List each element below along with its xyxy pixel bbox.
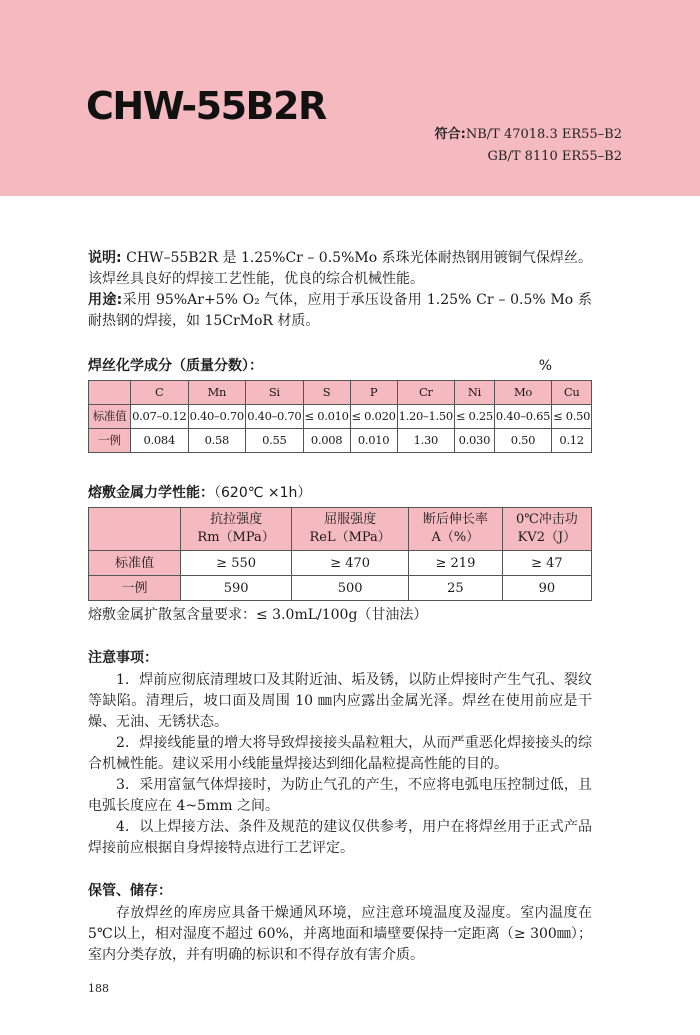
table-cell: 0.010 (350, 429, 397, 453)
table-cell: ≤ 0.25 (455, 405, 495, 429)
table-cell: ≥ 47 (502, 551, 591, 576)
table-cell: 0.12 (552, 429, 592, 453)
table-cell: 0.55 (246, 429, 304, 453)
page-number: 188 (88, 982, 109, 995)
mechanical-title: 熔敷金属力学性能： (88, 485, 214, 501)
chemical-header-row (89, 381, 592, 405)
chemical-header-cell (89, 381, 131, 405)
table-cell: 0.40–0.70 (246, 405, 304, 429)
notes-title: 注意事项： (88, 650, 158, 666)
description-label: 说明: (88, 250, 122, 266)
table-row (89, 429, 592, 453)
chemical-header-cell: P (350, 381, 397, 405)
header-line: 抗拉强度 (210, 512, 263, 527)
chemical-header-cell: Cr (397, 381, 455, 405)
chemical-header-cell: Mn (188, 381, 246, 405)
table-cell: 0.008 (303, 429, 350, 453)
mechanical-condition: （620℃ ×1h） (214, 485, 312, 501)
mechanical-header-row (89, 508, 592, 551)
chemical-header-cell: S (303, 381, 350, 405)
table-row (89, 551, 592, 576)
table-cell: 25 (409, 576, 503, 601)
header-line: A（%） (431, 530, 480, 545)
storage-text: 存放焊丝的库房应具备干燥通风环境，应注意环境温度及湿度。室内温度在 5℃以上，相对湿度不超过 60%，并离地面和墙壁要保持一定距离（≥ 300㎜）；室内分类存放，并有明确的标识和不得存放有害介质。 (88, 905, 592, 963)
chemical-section-title (88, 356, 592, 376)
header-banner (0, 0, 700, 196)
table-cell: ≥ 550 (181, 551, 292, 576)
product-title: CHW-55B2R (86, 84, 326, 128)
usage-paragraph (88, 290, 592, 332)
header-line: 断后伸长率 (422, 512, 488, 527)
table-cell: 0.40–0.70 (188, 405, 246, 429)
storage-title: 保管、储存： (88, 883, 172, 899)
standard-gbt: GB/T 8110 ER55–B2 (487, 149, 622, 164)
table-cell: 0.084 (131, 429, 189, 453)
mechanical-table (88, 507, 592, 601)
mechanical-header-cell (292, 508, 409, 551)
usage-text: 采用 95%Ar+5% O₂ 气体，应用于承压设备用 1.25% Cr – 0.5% Mo 系耐热钢的焊接，如 15CrMoR 材质。 (88, 292, 592, 329)
mechanical-header-cell (502, 508, 591, 551)
table-cell: ≤ 0.010 (303, 405, 350, 429)
chemical-header-cell: Cu (552, 381, 592, 405)
standards-prefix: 符合: (434, 127, 466, 142)
table-row (89, 576, 592, 601)
row-label-cell: 标准值 (89, 551, 181, 576)
table-cell: 0.07–0.12 (131, 405, 189, 429)
description-paragraph (88, 248, 592, 290)
chemical-header-cell: Si (246, 381, 304, 405)
mechanical-section-title (88, 483, 592, 503)
mechanical-header-cell (409, 508, 503, 551)
header-line: 0℃冲击功 (515, 512, 578, 527)
table-cell: ≤ 0.50 (552, 405, 592, 429)
note-item: 4．以上焊接方法、条件及规范的建议仅供参考，用户在将焊丝用于正式产品焊接前应根据自身焊接特点进行工艺评定。 (88, 819, 592, 856)
note-item: 1．焊前应彻底清理坡口及其附近油、垢及锈，以防止焊接时产生气孔、裂纹等缺陷。清理后，坡口面及周围 10 ㎜内应露出金属光泽。焊丝在使用前应是干燥、无油、无锈状态。 (88, 672, 592, 730)
header-line: KV2（J） (517, 530, 577, 545)
mechanical-header-cell (89, 508, 181, 551)
mechanical-header-cell (181, 508, 292, 551)
hydrogen-note: 熔敷金属扩散氢含量要求：≤ 3.0mL/100g（甘油法） (88, 607, 428, 623)
note-item: 2．焊接线能量的增大将导致焊接接头晶粒粗大，从而严重恶化焊接接头的综合机械性能。建议采用小线能量焊接达到细化晶粒提高性能的目的。 (88, 735, 592, 772)
chemical-title: 焊丝化学成分（质量分数）： (88, 358, 263, 374)
usage-label: 用途: (88, 292, 123, 308)
table-cell: 0.40–0.65 (494, 405, 552, 429)
table-cell: 0.50 (494, 429, 552, 453)
row-label-cell: 标准值 (89, 405, 131, 429)
chemical-unit: % (538, 358, 552, 374)
table-cell: 0.030 (455, 429, 495, 453)
table-cell: 1.20–1.50 (397, 405, 455, 429)
header-line: Rm（MPa） (197, 530, 275, 545)
row-label-cell: 一例 (89, 429, 131, 453)
standards-block (435, 124, 622, 168)
header-line: 屈服强度 (324, 512, 377, 527)
table-cell: 90 (502, 576, 591, 601)
document-body (88, 248, 592, 966)
table-cell: ≥ 470 (292, 551, 409, 576)
table-cell: 1.30 (397, 429, 455, 453)
table-cell: ≤ 0.020 (350, 405, 397, 429)
header-line: ReL（MPa） (309, 530, 391, 545)
note-item: 3．采用富氩气体焊接时，为防止气孔的产生，不应将电弧电压控制过低，且电弧长度应在 4~5mm 之间。 (88, 777, 592, 814)
chemical-table (88, 380, 592, 453)
standard-nbt: NB/T 47018.3 ER55–B2 (465, 127, 622, 142)
table-cell: 500 (292, 576, 409, 601)
table-cell: 590 (181, 576, 292, 601)
table-cell: ≥ 219 (409, 551, 503, 576)
table-row (89, 405, 592, 429)
chemical-header-cell: C (131, 381, 189, 405)
chemical-header-cell: Ni (455, 381, 495, 405)
row-label-cell: 一例 (89, 576, 181, 601)
description-text: CHW–55B2R 是 1.25%Cr – 0.5%Mo 系珠光体耐热钢用镀铜气保焊丝。该焊丝具良好的焊接工艺性能，优良的综合机械性能。 (88, 250, 592, 287)
table-cell: 0.58 (188, 429, 246, 453)
chemical-header-cell: Mo (494, 381, 552, 405)
